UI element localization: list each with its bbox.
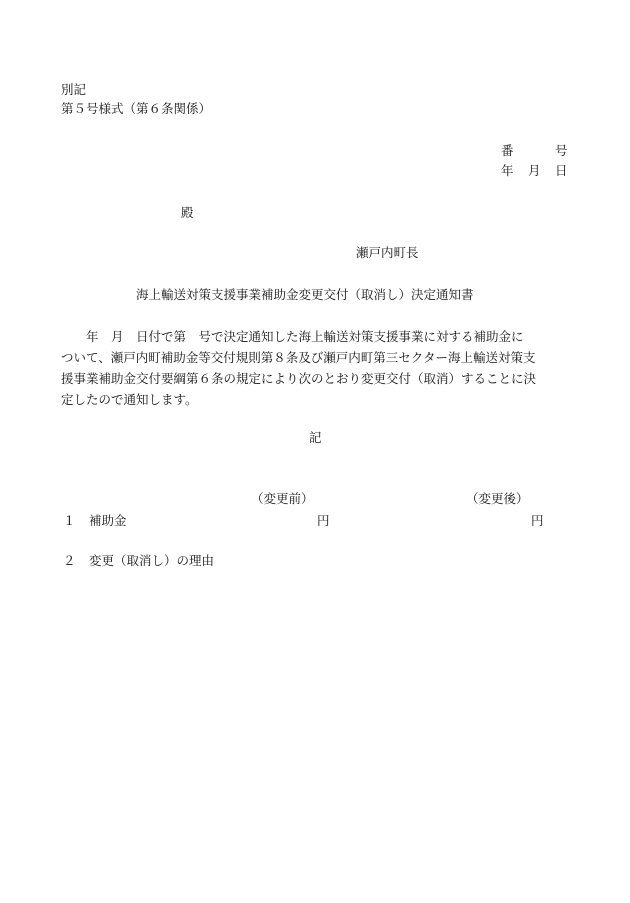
number-label-go: 号 [555, 143, 568, 158]
ki-label: 記 [309, 430, 322, 445]
body-line: 援事業補助金交付要綱第６条の規定により次のとおり変更交付（取消）することに決 [61, 371, 537, 386]
sender-name: 瀬戸内町長 [356, 245, 419, 260]
item1-after-unit: 円 [531, 513, 544, 528]
date-day-label: 日 [555, 163, 568, 178]
body-line: ついて、瀬戸内町補助金等交付規則第８条及び瀬戸内町第三セクター海上輸送対策支 [61, 350, 536, 365]
date-year-label: 年 [501, 163, 514, 178]
appendix-label: 別記 [61, 82, 87, 97]
item1-number: １ [63, 513, 76, 528]
item2-number: ２ [63, 553, 76, 568]
body-paragraph [61, 326, 581, 410]
item1-before-unit: 円 [317, 513, 330, 528]
after-column-header: （変更後） [466, 491, 529, 506]
addressee-honorific: 殿 [181, 205, 194, 220]
number-label-ban: 番 [501, 143, 514, 158]
before-column-header: （変更前） [251, 491, 314, 506]
item1-label: 補助金 [89, 513, 127, 528]
body-line: 定したので通知します。 [61, 392, 198, 407]
document-title: 海上輸送対策支援事業補助金変更交付（取消し）決定通知書 [136, 287, 474, 302]
form-label: 第５号様式（第６条関係） [61, 101, 212, 116]
item2-label: 変更（取消し）の理由 [89, 553, 215, 568]
body-line: 年 月 日付で第 号で決定通知した海上輸送対策支援事業に対する補助金に [61, 329, 524, 344]
date-month-label: 月 [528, 163, 541, 178]
